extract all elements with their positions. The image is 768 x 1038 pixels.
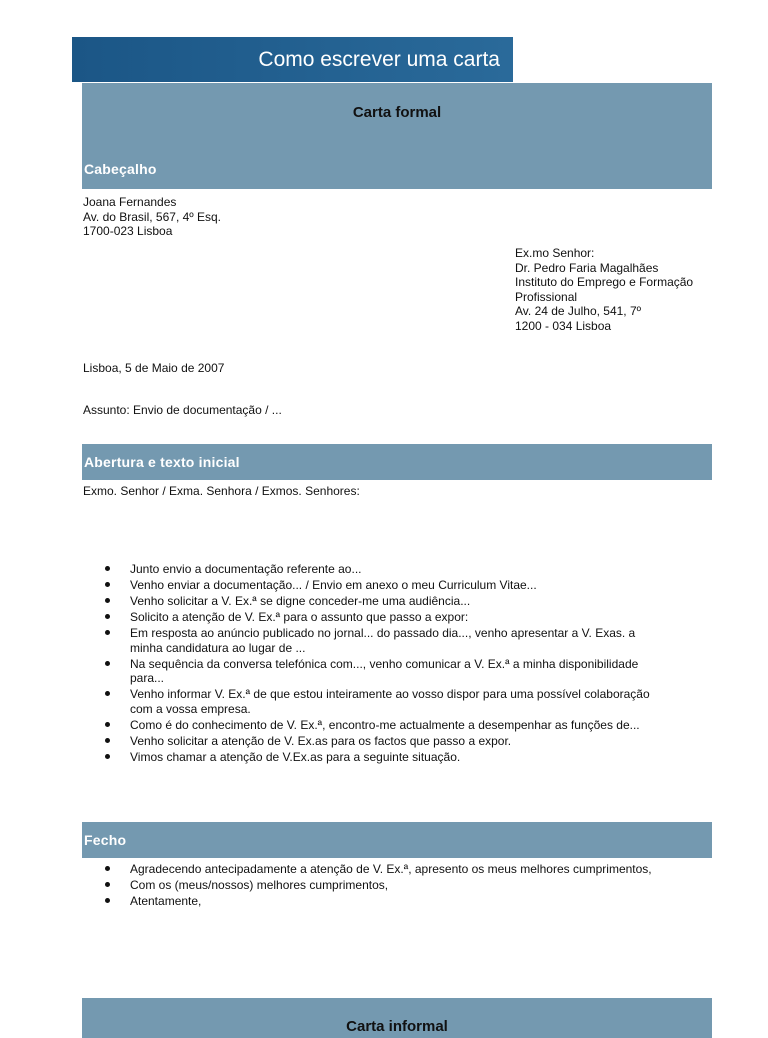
section-band-abertura bbox=[82, 444, 712, 480]
list-item-text: Venho enviar a documentação... / Envio em anexo o meu Curriculum Vitae... bbox=[130, 577, 537, 592]
section-band-fecho bbox=[82, 822, 712, 858]
list-item-text: minha candidatura ao lugar de ... bbox=[130, 640, 306, 655]
list-item-text: Venho solicitar a V. Ex.ª se digne conceder-me uma audiência... bbox=[130, 593, 471, 608]
list-item bbox=[105, 578, 695, 593]
sender-name: Joana Fernandes bbox=[83, 195, 177, 209]
section-title: Carta formal bbox=[352, 104, 442, 121]
bullet-icon bbox=[105, 738, 110, 743]
bullet-icon bbox=[105, 691, 110, 696]
fecho-list bbox=[105, 862, 695, 910]
list-item-text: Com os (meus/nossos) melhores cumprimentos, bbox=[130, 877, 389, 892]
list-item-text: Como é do conhecimento de V. Ex.ª, encontro-me actualmente a desempenhar as funções de... bbox=[130, 717, 640, 732]
list-item bbox=[105, 734, 695, 749]
letter-date: Lisboa, 5 de Maio de 2007 bbox=[83, 361, 225, 375]
list-item bbox=[105, 894, 695, 909]
bullet-icon bbox=[105, 661, 110, 666]
list-item bbox=[105, 626, 695, 655]
recipient-postal: 1200 - 034 Lisboa bbox=[515, 318, 612, 333]
letter-subject: Assunto: Envio de documentação / ... bbox=[83, 403, 282, 417]
list-item bbox=[105, 610, 695, 625]
list-item bbox=[105, 687, 695, 716]
recipient-institution: Instituto do Emprego e Formação bbox=[515, 275, 694, 290]
section-heading-abertura: Abertura e texto inicial bbox=[84, 454, 240, 470]
bullet-icon bbox=[105, 754, 110, 759]
page-title: Como escrever uma carta bbox=[72, 37, 513, 82]
bullet-icon bbox=[105, 630, 110, 635]
greeting-text: Exmo. Senhor / Exma. Senhora / Exmos. Senhores: bbox=[83, 484, 360, 498]
bullet-icon bbox=[105, 882, 110, 887]
sender-block bbox=[83, 195, 221, 239]
list-item-text: Atentamente, bbox=[130, 893, 202, 908]
list-item-text: Venho solicitar a atenção de V. Ex.as para os factos que passo a expor. bbox=[130, 733, 512, 748]
list-item-text: Na sequência da conversa telefónica com..., venho comunicar a V. Ex.ª a minha disponibilidade bbox=[130, 656, 639, 671]
list-item-text: Agradecendo antecipadamente a atenção de V. Ex.ª, apresento os meus melhores cumprimentos, bbox=[130, 862, 652, 876]
abertura-list bbox=[105, 562, 695, 766]
bullet-icon bbox=[105, 566, 110, 571]
list-item-text: Solicito a atenção de V. Ex.ª para o assunto que passo a expor: bbox=[130, 609, 469, 624]
list-item bbox=[105, 657, 695, 686]
list-item bbox=[105, 878, 695, 893]
recipient-institution-cont: Profissional bbox=[515, 289, 578, 304]
recipient-name: Dr. Pedro Faria Magalhães bbox=[515, 260, 659, 275]
bullet-icon bbox=[105, 614, 110, 619]
list-item-text: Em resposta ao anúncio publicado no jornal... do passado dia..., venho apresentar a V. Exas. a bbox=[130, 625, 636, 640]
bullet-icon bbox=[105, 598, 110, 603]
recipient-address: Av. 24 de Julho, 541, 7º bbox=[515, 304, 642, 319]
list-item-text: Vimos chamar a atenção de V.Ex.as para a seguinte situação. bbox=[130, 749, 461, 764]
bullet-icon bbox=[105, 898, 110, 903]
section-band-carta-formal bbox=[82, 83, 712, 189]
section-title-informal: Carta informal bbox=[346, 1018, 448, 1035]
section-heading-cabecalho: Cabeçalho bbox=[84, 161, 157, 177]
list-item-text: Venho informar V. Ex.ª de que estou inteiramente ao vosso dispor para uma possível colaboração bbox=[130, 687, 650, 702]
list-item bbox=[105, 718, 695, 733]
bullet-icon bbox=[105, 722, 110, 727]
bullet-icon bbox=[105, 866, 110, 871]
recipient-block bbox=[515, 246, 693, 334]
list-item bbox=[105, 594, 695, 609]
section-heading-fecho: Fecho bbox=[84, 832, 127, 848]
sender-address: Av. do Brasil, 567, 4º Esq. bbox=[83, 209, 222, 224]
list-item-text: Junto envio a documentação referente ao... bbox=[130, 562, 362, 576]
section-band-carta-informal bbox=[82, 998, 712, 1038]
list-item bbox=[105, 750, 695, 765]
list-item bbox=[105, 862, 695, 877]
list-item bbox=[105, 562, 695, 577]
sender-postal: 1700-023 Lisboa bbox=[83, 224, 173, 239]
list-item-text: com a vossa empresa. bbox=[130, 701, 251, 716]
list-item-text: para... bbox=[130, 671, 165, 686]
bullet-icon bbox=[105, 582, 110, 587]
recipient-salutation: Ex.mo Senhor: bbox=[515, 246, 595, 260]
